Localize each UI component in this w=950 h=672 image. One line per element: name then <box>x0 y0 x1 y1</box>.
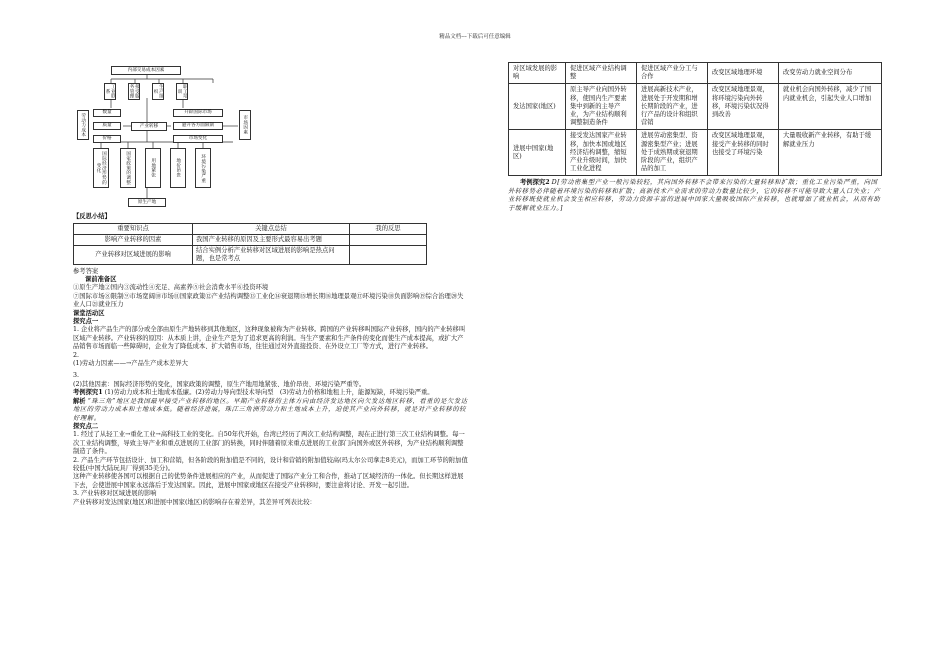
summary-row <box>74 246 427 265</box>
explore-1-item-2a: (1)劳动力因素——→产品生产成本差异大 <box>73 360 188 368</box>
diagram-internal-factors: 内部交易成本因素 <box>111 66 181 75</box>
impact-row <box>509 130 882 176</box>
summary-header-cell: 重要知识点 <box>74 224 193 235</box>
explore-2-q2: 2. 产品生产环节包括设计、加工和营销，但各阶段的附加值是不同的，设计和营销的附加值较高(玛太尔公司拿走8美元)，而加工环节的附加值较低(中国大陆玩具厂得到35美分)。 <box>73 456 468 472</box>
example-2 <box>508 179 882 213</box>
pre-class-line-2: ⑦国际市场⑧限制⑨市场宽阔⑩市场⑪国家政策⑫产业结构调整⑬工业化⑭衰退期⑮增长期⑯地理景观⑰环境污染⑱负面影响⑲综合治理⑳失业人口㉑就业压力 <box>73 292 464 309</box>
diagram-market-factor-box: 市场因素 <box>239 110 251 140</box>
explore-point-2: 探究点二 <box>73 422 99 430</box>
diagram-labor-box: 工业联系 <box>105 84 116 99</box>
impact-cell: 接受发达国家产业转移，加快本国或地区经济结构调整，缩短产业升级时间，加快工业化进程 <box>566 130 637 176</box>
impact-header-cell: 改变区域地理环境 <box>708 63 779 84</box>
explore-1-item-3: 3. <box>73 372 80 380</box>
right-column <box>508 62 882 213</box>
summary-header-cell: 我的反思 <box>350 224 427 235</box>
impact-cell: 发达国家(地区) <box>509 84 566 130</box>
example-2-text: D[劳动密集型产业一般污染较轻，其向国外转移不会带来污染的大量转移和扩散；重化工业污染严重，向国外转移势必伴随着环境污染的转移和扩散；高新技术产业需求的劳动力数量比较少，它的转移不可能导致大量人口失业；产业转移既使就业机会发生相应转移，劳动力资源丰富的进展中国家大量吸收国际产业转移，也就增加了就业机会，从而有助于缓解就业压力。] <box>508 179 881 212</box>
impact-header-row <box>509 63 882 84</box>
analysis <box>73 398 468 423</box>
explore-point-1: 探究点一 <box>73 318 99 326</box>
summary-cell: 我国产业转移的原因及主要形式最容易出考题 <box>193 235 350 246</box>
summary-cell <box>350 246 427 265</box>
example-2-label: 考例探究2 <box>520 179 550 187</box>
summary-cell: 产业转移对区域进展的影响 <box>74 246 193 265</box>
diagram-staff-box: 职工培训 <box>177 84 188 99</box>
diagram-price-box: 价格 <box>93 135 121 143</box>
diagram-policy-box-1: 国际经济形势的变化 <box>93 148 109 188</box>
impact-header-cell: 促进区域产业分工与合作 <box>637 63 708 84</box>
diagram-contact-box: 接受服务管理 <box>129 84 140 99</box>
diagram-policy-box-4: 地价昂贵 <box>170 148 186 188</box>
reflect-title: 【反思小结】 <box>73 213 111 220</box>
page-header: 精品文档---下载后可任意编辑 <box>439 34 511 40</box>
left-column <box>73 62 468 507</box>
explore-1-item-2: 2. <box>73 351 80 359</box>
example-1-text: (1)劳动力成本和土地成本低廉。(2)劳动力导向型技术导向型 (3)劳动力价格和地租上升，能源短缺，环境污染严重。 <box>104 389 434 397</box>
impact-cell: 进展高新技术产业，进展处于开发期和增长期阶段的产业，进行产品的设计和组织营销 <box>637 84 708 130</box>
summary-cell <box>350 235 427 246</box>
impact-header-cell: 改变劳动力就业空间分布 <box>779 63 882 84</box>
explore-1-paragraph-1: 1. 企业将产品生产的部分或全部由原生产地转移到其他地区，这种现象被称为产业转移。跨国的产业转移叫国际产业转移，国内的产业转移叫区域产业转移。产业转移的原因：从本质上讲，企业生产是为了追求更高的利润。当生产要素和生产条件的变化而使生产成本提高，或扩大产品销售市场面临一些障碍时，企业为了降低成本、扩大销售市场，往往通过对外直接投资、在外设立工厂等方式，进行产业转移。 <box>73 326 466 351</box>
answers-title: 参考答案 <box>73 267 99 275</box>
impact-cell: 改变区域地理景观，接受产业转移的同时也接受了环境污染 <box>708 130 779 176</box>
explore-2-q3b: 产业转移对发达国家(地区)和进展中国家(地区)的影响存在着差异，其差异可列表比较： <box>73 498 316 506</box>
pre-class-title: 课前准备区 <box>85 276 117 283</box>
impact-cell: 原主导产业向国外转移，使国内生产要素集中到新的主导产业，为产业结构顺利调整制造条件 <box>566 84 637 130</box>
explore-2-q2b: 这种产业转移使各国可以根据自己的优势条件进展相应的产业，从而促进了国际产业分工和合作，推动了区域经济的一体化。但长期这样进展下去，会使进展中国家永远落后于发达国家。因此，进展中国家或地区在接受产业转移时，要注意将讨论、开发一起引进。 <box>73 473 464 489</box>
diagram-policy-box-3: 用地紧张 <box>145 148 161 188</box>
diagram-quality-box: 质量 <box>93 122 121 130</box>
explore-2-q3: 3. 产业转移对区域进展的影响 <box>73 490 157 498</box>
impact-header-cell: 对区域发展的影响 <box>509 63 566 84</box>
analysis-label: 解析 <box>73 397 86 405</box>
summary-table <box>73 223 427 264</box>
impact-cell: 进展中国家(地区) <box>509 130 566 176</box>
diagram-labor-cost-box: 劳动力成本 <box>77 110 89 140</box>
example-1 <box>73 389 468 397</box>
diagram-origin-box: 原生产地 <box>128 198 166 207</box>
diagram-policy-box-5: 环境污染严重 <box>195 148 211 188</box>
diagram-open-market-box: 开辟国际市场 <box>173 109 223 117</box>
class-activity-title: 课堂活动区 <box>73 309 105 317</box>
example-1-label: 考例探究1 <box>73 389 103 397</box>
impact-cell: 就业机会向国外转移，减少了国内就业机会，引起失业人口增加 <box>779 84 882 130</box>
diagram-production-box: 生产组织 <box>153 84 164 99</box>
impact-cell: 改变区域地理景观，将环境污染向外转移，环境污染状况得到改善 <box>708 84 779 130</box>
diagram-policy-box-2: 国家政策的调整 <box>120 148 136 188</box>
explore-1-item-4: (2)其他因素：国际经济形势的变化，国家政策的调整，原生产地用地紧张、地价昂贵、环境污染严重等。 <box>73 380 366 388</box>
summary-cell: 影响产业转移的因素 <box>74 235 193 246</box>
summary-header-row <box>74 224 427 235</box>
analysis-text: “珠三角”地区是我国最早接受产业转移的地区。早期产业转移的主体方向由经济发达地区向欠发达地区转移，看重的是欠发达地区的劳动力成本和土地成本低。随着经济进展，珠江三角洲劳动力和土地成本上升，迫使其产业向外转移，就是对产业转移的较好理解。 <box>73 397 468 422</box>
impact-comparison-table <box>508 62 882 176</box>
diagram-market-change-box: 市场变化 <box>173 135 223 143</box>
impact-header-cell: 促进区域产业结构调整 <box>566 63 637 84</box>
diagram-center-box: 产业转移 <box>131 122 167 131</box>
diagram-quantity-box: 数量 <box>93 109 121 117</box>
summary-header-cell: 关键点总结 <box>193 224 350 235</box>
explore-2-q1: 1. 经过了从轻工业→重化工业→高科技工业的变化。自50年代开始，台湾已经历了两次工业结构调整，现在正进行第三次工业结构调整。每一次工业结构调整，导致主导产业和重点进展的工业部门的转换，同时伴随着原来重点进展的工业部门向国外或区外转移，为产业结构顺利调整制造了条件。 <box>73 431 465 456</box>
summary-cell: 结合实例分析产业转移对区域进展的影响是热点问题，也是常考点 <box>193 246 350 265</box>
impact-cell: 大量吸收新产业转移，有助于缓解就业压力 <box>779 130 882 176</box>
pre-class-line-1: ①原生产地②国内③流动性④充足、高素养⑤社会消费水平⑥投资环境 <box>73 284 269 292</box>
summary-row <box>74 235 427 246</box>
diagram-expand-box: 避开各方面限制 <box>173 122 223 130</box>
impact-cell: 进展劳动密集型、资源密集型产业；进展处于成熟期或衰退期阶段的产业，组织产品的加工 <box>637 130 708 176</box>
impact-row <box>509 84 882 130</box>
industry-transfer-diagram <box>73 62 273 212</box>
